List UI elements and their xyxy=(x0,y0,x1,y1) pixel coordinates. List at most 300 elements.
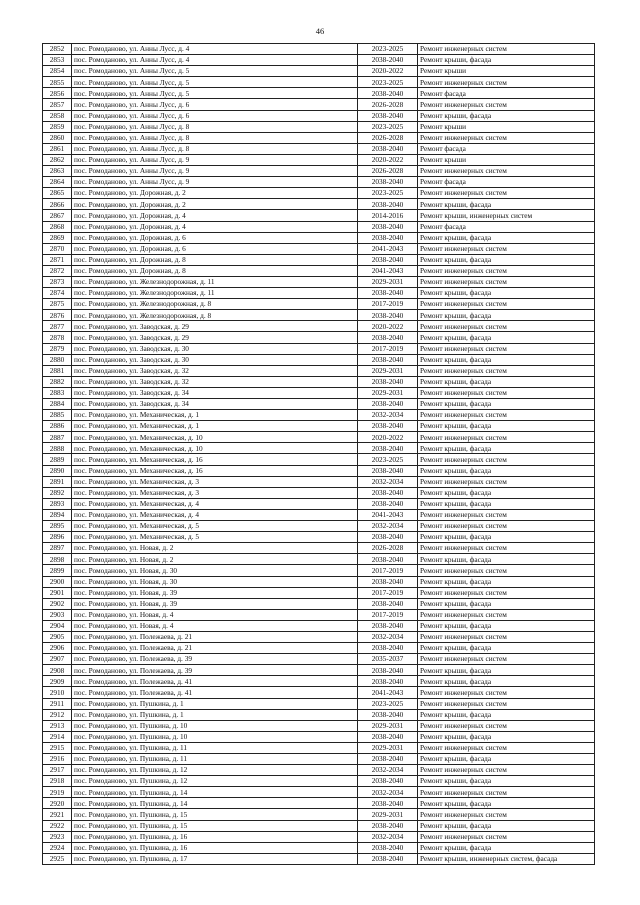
period-cell: 2038-2040 xyxy=(358,254,418,265)
work-type-cell: Ремонт инженерных систем xyxy=(418,476,595,487)
repair-schedule-table xyxy=(42,43,595,865)
row-number: 2866 xyxy=(43,199,72,210)
address-cell: пос. Ромоданово, ул. Полежаева, д. 21 xyxy=(72,643,358,654)
table-row xyxy=(43,88,595,99)
row-number: 2923 xyxy=(43,831,72,842)
period-cell: 2038-2040 xyxy=(358,853,418,864)
work-type-cell: Ремонт крыши, фасада xyxy=(418,465,595,476)
work-type-cell: Ремонт инженерных систем xyxy=(418,687,595,698)
period-cell: 2029-2031 xyxy=(358,809,418,820)
table-row xyxy=(43,410,595,421)
row-number: 2871 xyxy=(43,254,72,265)
work-type-cell: Ремонт инженерных систем xyxy=(418,698,595,709)
period-cell: 2020-2022 xyxy=(358,321,418,332)
address-cell: пос. Ромоданово, ул. Дорожная, д. 2 xyxy=(72,188,358,199)
period-cell: 2032-2034 xyxy=(358,410,418,421)
work-type-cell: Ремонт фасада xyxy=(418,143,595,154)
work-type-cell: Ремонт инженерных систем xyxy=(418,631,595,642)
row-number: 2863 xyxy=(43,166,72,177)
table-row xyxy=(43,609,595,620)
address-cell: пос. Ромоданово, ул. Новая, д. 30 xyxy=(72,576,358,587)
work-type-cell: Ремонт крыши, фасада xyxy=(418,598,595,609)
period-cell: 2038-2040 xyxy=(358,665,418,676)
work-type-cell: Ремонт крыши, фасада xyxy=(418,254,595,265)
address-cell: пос. Ромоданово, ул. Полежаева, д. 39 xyxy=(72,665,358,676)
row-number: 2914 xyxy=(43,731,72,742)
table-row xyxy=(43,166,595,177)
work-type-cell: Ремонт крыши, фасада xyxy=(418,643,595,654)
row-number: 2860 xyxy=(43,132,72,143)
address-cell: пос. Ромоданово, ул. Пушкина, д. 1 xyxy=(72,698,358,709)
table-row xyxy=(43,276,595,287)
row-number: 2875 xyxy=(43,299,72,310)
work-type-cell: Ремонт инженерных систем xyxy=(418,276,595,287)
address-cell: пос. Ромоданово, ул. Анны Лусс, д. 9 xyxy=(72,177,358,188)
table-row xyxy=(43,210,595,221)
row-number: 2883 xyxy=(43,387,72,398)
period-cell: 2023-2025 xyxy=(358,698,418,709)
period-cell: 2038-2040 xyxy=(358,798,418,809)
address-cell: пос. Ромоданово, ул. Пушкина, д. 11 xyxy=(72,754,358,765)
row-number: 2925 xyxy=(43,853,72,864)
row-number: 2885 xyxy=(43,410,72,421)
work-type-cell: Ремонт инженерных систем xyxy=(418,99,595,110)
work-type-cell: Ремонт крыши, фасада xyxy=(418,620,595,631)
table-row xyxy=(43,254,595,265)
address-cell: пос. Ромоданово, ул. Механическая, д. 1 xyxy=(72,421,358,432)
table-row xyxy=(43,776,595,787)
table-row xyxy=(43,243,595,254)
period-cell: 2038-2040 xyxy=(358,354,418,365)
work-type-cell: Ремонт крыши, фасада xyxy=(418,399,595,410)
address-cell: пос. Ромоданово, ул. Заводская, д. 29 xyxy=(72,321,358,332)
row-number: 2852 xyxy=(43,44,72,55)
row-number: 2893 xyxy=(43,498,72,509)
row-number: 2890 xyxy=(43,465,72,476)
period-cell: 2017-2019 xyxy=(358,565,418,576)
period-cell: 2032-2034 xyxy=(358,831,418,842)
address-cell: пос. Ромоданово, ул. Механическая, д. 4 xyxy=(72,498,358,509)
address-cell: пос. Ромоданово, ул. Анны Лусс, д. 5 xyxy=(72,77,358,88)
work-type-cell: Ремонт крыши, фасада xyxy=(418,443,595,454)
work-type-cell: Ремонт крыши xyxy=(418,121,595,132)
address-cell: пос. Ромоданово, ул. Анны Лусс, д. 6 xyxy=(72,99,358,110)
period-cell: 2032-2034 xyxy=(358,521,418,532)
address-cell: пос. Ромоданово, ул. Железнодорожная, д. 11 xyxy=(72,288,358,299)
row-number: 2915 xyxy=(43,742,72,753)
table-row xyxy=(43,310,595,321)
address-cell: пос. Ромоданово, ул. Дорожная, д. 4 xyxy=(72,210,358,221)
period-cell: 2038-2040 xyxy=(358,709,418,720)
period-cell: 2038-2040 xyxy=(358,376,418,387)
period-cell: 2038-2040 xyxy=(358,199,418,210)
work-type-cell: Ремонт инженерных систем xyxy=(418,809,595,820)
address-cell: пос. Ромоданово, ул. Анны Лусс, д. 8 xyxy=(72,143,358,154)
period-cell: 2026-2028 xyxy=(358,543,418,554)
work-type-cell: Ремонт инженерных систем xyxy=(418,321,595,332)
address-cell: пос. Ромоданово, ул. Железнодорожная, д. 11 xyxy=(72,276,358,287)
table-row xyxy=(43,77,595,88)
work-type-cell: Ремонт крыши, фасада xyxy=(418,554,595,565)
table-row xyxy=(43,199,595,210)
table-row xyxy=(43,221,595,232)
work-type-cell: Ремонт фасада xyxy=(418,88,595,99)
work-type-cell: Ремонт крыши, фасада xyxy=(418,842,595,853)
period-cell: 2032-2034 xyxy=(358,476,418,487)
address-cell: пос. Ромоданово, ул. Дорожная, д. 4 xyxy=(72,221,358,232)
work-type-cell: Ремонт инженерных систем xyxy=(418,166,595,177)
row-number: 2910 xyxy=(43,687,72,698)
period-cell: 2038-2040 xyxy=(358,643,418,654)
row-number: 2909 xyxy=(43,676,72,687)
row-number: 2879 xyxy=(43,343,72,354)
period-cell: 2017-2019 xyxy=(358,587,418,598)
address-cell: пос. Ромоданово, ул. Заводская, д. 29 xyxy=(72,332,358,343)
table-row xyxy=(43,687,595,698)
period-cell: 2041-2043 xyxy=(358,265,418,276)
table-row xyxy=(43,476,595,487)
row-number: 2862 xyxy=(43,154,72,165)
table-row xyxy=(43,709,595,720)
table-row xyxy=(43,820,595,831)
period-cell: 2041-2043 xyxy=(358,509,418,520)
row-number: 2920 xyxy=(43,798,72,809)
table-row xyxy=(43,265,595,276)
row-number: 2856 xyxy=(43,88,72,99)
address-cell: пос. Ромоданово, ул. Новая, д. 4 xyxy=(72,609,358,620)
address-cell: пос. Ромоданово, ул. Полежаева, д. 41 xyxy=(72,676,358,687)
work-type-cell: Ремонт инженерных систем xyxy=(418,44,595,55)
table-row xyxy=(43,554,595,565)
period-cell: 2038-2040 xyxy=(358,421,418,432)
period-cell: 2038-2040 xyxy=(358,776,418,787)
table-row xyxy=(43,676,595,687)
row-number: 2882 xyxy=(43,376,72,387)
table-body xyxy=(43,44,595,865)
row-number: 2873 xyxy=(43,276,72,287)
address-cell: пос. Ромоданово, ул. Механическая, д. 1 xyxy=(72,410,358,421)
address-cell: пос. Ромоданово, ул. Пушкина, д. 12 xyxy=(72,776,358,787)
table-row xyxy=(43,543,595,554)
row-number: 2917 xyxy=(43,765,72,776)
address-cell: пос. Ромоданово, ул. Анны Лусс, д. 9 xyxy=(72,154,358,165)
work-type-cell: Ремонт инженерных систем xyxy=(418,509,595,520)
work-type-cell: Ремонт инженерных систем xyxy=(418,742,595,753)
row-number: 2916 xyxy=(43,754,72,765)
row-number: 2878 xyxy=(43,332,72,343)
period-cell: 2038-2040 xyxy=(358,465,418,476)
period-cell: 2026-2028 xyxy=(358,166,418,177)
period-cell: 2023-2025 xyxy=(358,188,418,199)
table-row xyxy=(43,132,595,143)
work-type-cell: Ремонт инженерных систем xyxy=(418,387,595,398)
table-row xyxy=(43,332,595,343)
address-cell: пос. Ромоданово, ул. Новая, д. 4 xyxy=(72,620,358,631)
table-row xyxy=(43,631,595,642)
address-cell: пос. Ромоданово, ул. Новая, д. 2 xyxy=(72,554,358,565)
address-cell: пос. Ромоданово, ул. Железнодорожная, д. 8 xyxy=(72,310,358,321)
table-row xyxy=(43,232,595,243)
work-type-cell: Ремонт инженерных систем xyxy=(418,654,595,665)
row-number: 2924 xyxy=(43,842,72,853)
period-cell: 2038-2040 xyxy=(358,88,418,99)
work-type-cell: Ремонт фасада xyxy=(418,221,595,232)
address-cell: пос. Ромоданово, ул. Дорожная, д. 8 xyxy=(72,265,358,276)
table-row xyxy=(43,99,595,110)
period-cell: 2026-2028 xyxy=(358,99,418,110)
work-type-cell: Ремонт крыши, фасада xyxy=(418,576,595,587)
row-number: 2874 xyxy=(43,288,72,299)
table-row xyxy=(43,765,595,776)
row-number: 2911 xyxy=(43,698,72,709)
address-cell: пос. Ромоданово, ул. Пушкина, д. 16 xyxy=(72,842,358,853)
period-cell: 2038-2040 xyxy=(358,399,418,410)
row-number: 2908 xyxy=(43,665,72,676)
period-cell: 2041-2043 xyxy=(358,687,418,698)
table-row xyxy=(43,376,595,387)
address-cell: пос. Ромоданово, ул. Заводская, д. 32 xyxy=(72,376,358,387)
period-cell: 2038-2040 xyxy=(358,754,418,765)
work-type-cell: Ремонт крыши, фасада xyxy=(418,676,595,687)
row-number: 2888 xyxy=(43,443,72,454)
row-number: 2904 xyxy=(43,620,72,631)
period-cell: 2038-2040 xyxy=(358,177,418,188)
table-row xyxy=(43,509,595,520)
period-cell: 2035-2037 xyxy=(358,654,418,665)
work-type-cell: Ремонт крыши, фасада xyxy=(418,110,595,121)
row-number: 2903 xyxy=(43,609,72,620)
work-type-cell: Ремонт инженерных систем xyxy=(418,543,595,554)
address-cell: пос. Ромоданово, ул. Механическая, д. 4 xyxy=(72,509,358,520)
table-row xyxy=(43,299,595,310)
address-cell: пос. Ромоданово, ул. Механическая, д. 3 xyxy=(72,476,358,487)
address-cell: пос. Ромоданово, ул. Механическая, д. 16 xyxy=(72,454,358,465)
work-type-cell: Ремонт крыши, фасада xyxy=(418,332,595,343)
row-number: 2869 xyxy=(43,232,72,243)
work-type-cell: Ремонт инженерных систем xyxy=(418,454,595,465)
work-type-cell: Ремонт инженерных систем xyxy=(418,787,595,798)
row-number: 2868 xyxy=(43,221,72,232)
address-cell: пос. Ромоданово, ул. Анны Лусс, д. 8 xyxy=(72,121,358,132)
work-type-cell: Ремонт инженерных систем xyxy=(418,410,595,421)
work-type-cell: Ремонт крыши, фасада xyxy=(418,532,595,543)
work-type-cell: Ремонт крыши, фасада xyxy=(418,55,595,66)
row-number: 2899 xyxy=(43,565,72,576)
row-number: 2907 xyxy=(43,654,72,665)
table-row xyxy=(43,809,595,820)
period-cell: 2032-2034 xyxy=(358,631,418,642)
row-number: 2895 xyxy=(43,521,72,532)
work-type-cell: Ремонт инженерных систем xyxy=(418,243,595,254)
row-number: 2865 xyxy=(43,188,72,199)
address-cell: пос. Ромоданово, ул. Пушкина, д. 14 xyxy=(72,798,358,809)
work-type-cell: Ремонт крыши, фасада xyxy=(418,820,595,831)
address-cell: пос. Ромоданово, ул. Дорожная, д. 8 xyxy=(72,254,358,265)
address-cell: пос. Ромоданово, ул. Заводская, д. 34 xyxy=(72,399,358,410)
period-cell: 2032-2034 xyxy=(358,787,418,798)
period-cell: 2038-2040 xyxy=(358,55,418,66)
address-cell: пос. Ромоданово, ул. Пушкина, д. 17 xyxy=(72,853,358,864)
row-number: 2901 xyxy=(43,587,72,598)
address-cell: пос. Ромоданово, ул. Заводская, д. 32 xyxy=(72,365,358,376)
address-cell: пос. Ромоданово, ул. Анны Лусс, д. 6 xyxy=(72,110,358,121)
period-cell: 2038-2040 xyxy=(358,554,418,565)
table-row xyxy=(43,110,595,121)
table-row xyxy=(43,576,595,587)
table-row xyxy=(43,698,595,709)
work-type-cell: Ремонт инженерных систем xyxy=(418,609,595,620)
table-row xyxy=(43,354,595,365)
row-number: 2894 xyxy=(43,509,72,520)
work-type-cell: Ремонт крыши, фасада xyxy=(418,232,595,243)
address-cell: пос. Ромоданово, ул. Анны Лусс, д. 4 xyxy=(72,44,358,55)
table-row xyxy=(43,798,595,809)
row-number: 2887 xyxy=(43,432,72,443)
row-number: 2864 xyxy=(43,177,72,188)
period-cell: 2038-2040 xyxy=(358,842,418,853)
address-cell: пос. Ромоданово, ул. Полежаева, д. 21 xyxy=(72,631,358,642)
table-row xyxy=(43,643,595,654)
row-number: 2891 xyxy=(43,476,72,487)
table-row xyxy=(43,55,595,66)
row-number: 2906 xyxy=(43,643,72,654)
work-type-cell: Ремонт инженерных систем xyxy=(418,432,595,443)
period-cell: 2038-2040 xyxy=(358,598,418,609)
work-type-cell: Ремонт крыши xyxy=(418,154,595,165)
address-cell: пос. Ромоданово, ул. Железнодорожная, д. 8 xyxy=(72,299,358,310)
period-cell: 2029-2031 xyxy=(358,276,418,287)
table-row xyxy=(43,720,595,731)
period-cell: 2029-2031 xyxy=(358,742,418,753)
row-number: 2889 xyxy=(43,454,72,465)
table-row xyxy=(43,731,595,742)
table-row xyxy=(43,842,595,853)
row-number: 2867 xyxy=(43,210,72,221)
period-cell: 2038-2040 xyxy=(358,221,418,232)
table-row xyxy=(43,443,595,454)
address-cell: пос. Ромоданово, ул. Пушкина, д. 11 xyxy=(72,742,358,753)
period-cell: 2038-2040 xyxy=(358,576,418,587)
table-row xyxy=(43,487,595,498)
period-cell: 2038-2040 xyxy=(358,487,418,498)
table-row xyxy=(43,121,595,132)
row-number: 2857 xyxy=(43,99,72,110)
address-cell: пос. Ромоданово, ул. Механическая, д. 16 xyxy=(72,465,358,476)
period-cell: 2017-2019 xyxy=(358,609,418,620)
address-cell: пос. Ромоданово, ул. Новая, д. 30 xyxy=(72,565,358,576)
row-number: 2905 xyxy=(43,631,72,642)
table-row xyxy=(43,365,595,376)
period-cell: 2038-2040 xyxy=(358,532,418,543)
table-row xyxy=(43,343,595,354)
table-row xyxy=(43,66,595,77)
table-row xyxy=(43,853,595,864)
work-type-cell: Ремонт крыши, фасада xyxy=(418,421,595,432)
work-type-cell: Ремонт инженерных систем xyxy=(418,343,595,354)
table-row xyxy=(43,454,595,465)
row-number: 2859 xyxy=(43,121,72,132)
work-type-cell: Ремонт инженерных систем xyxy=(418,365,595,376)
table-row xyxy=(43,387,595,398)
work-type-cell: Ремонт инженерных систем xyxy=(418,188,595,199)
period-cell: 2023-2025 xyxy=(358,454,418,465)
period-cell: 2038-2040 xyxy=(358,676,418,687)
period-cell: 2023-2025 xyxy=(358,77,418,88)
period-cell: 2038-2040 xyxy=(358,310,418,321)
address-cell: пос. Ромоданово, ул. Дорожная, д. 6 xyxy=(72,232,358,243)
period-cell: 2023-2025 xyxy=(358,121,418,132)
address-cell: пос. Ромоданово, ул. Пушкина, д. 1 xyxy=(72,709,358,720)
work-type-cell: Ремонт инженерных систем xyxy=(418,521,595,532)
address-cell: пос. Ромоданово, ул. Заводская, д. 30 xyxy=(72,343,358,354)
work-type-cell: Ремонт инженерных систем xyxy=(418,720,595,731)
period-cell: 2029-2031 xyxy=(358,720,418,731)
period-cell: 2038-2040 xyxy=(358,143,418,154)
work-type-cell: Ремонт крыши, фасада xyxy=(418,199,595,210)
address-cell: пос. Ромоданово, ул. Пушкина, д. 15 xyxy=(72,820,358,831)
row-number: 2898 xyxy=(43,554,72,565)
row-number: 2855 xyxy=(43,77,72,88)
row-number: 2876 xyxy=(43,310,72,321)
address-cell: пос. Ромоданово, ул. Пушкина, д. 16 xyxy=(72,831,358,842)
address-cell: пос. Ромоданово, ул. Заводская, д. 34 xyxy=(72,387,358,398)
table-row xyxy=(43,188,595,199)
row-number: 2922 xyxy=(43,820,72,831)
table-row xyxy=(43,321,595,332)
period-cell: 2020-2022 xyxy=(358,432,418,443)
row-number: 2912 xyxy=(43,709,72,720)
row-number: 2900 xyxy=(43,576,72,587)
row-number: 2918 xyxy=(43,776,72,787)
address-cell: пос. Ромоданово, ул. Механическая, д. 5 xyxy=(72,532,358,543)
table-row xyxy=(43,44,595,55)
table-row xyxy=(43,620,595,631)
work-type-cell: Ремонт крыши, фасада xyxy=(418,498,595,509)
table-row xyxy=(43,177,595,188)
table-row xyxy=(43,521,595,532)
work-type-cell: Ремонт крыши xyxy=(418,66,595,77)
period-cell: 2038-2040 xyxy=(358,332,418,343)
table-row xyxy=(43,831,595,842)
row-number: 2884 xyxy=(43,399,72,410)
address-cell: пос. Ромоданово, ул. Анны Лусс, д. 4 xyxy=(72,55,358,66)
address-cell: пос. Ромоданово, ул. Механическая, д. 5 xyxy=(72,521,358,532)
row-number: 2921 xyxy=(43,809,72,820)
row-number: 2877 xyxy=(43,321,72,332)
work-type-cell: Ремонт крыши, фасада xyxy=(418,798,595,809)
period-cell: 2014-2016 xyxy=(358,210,418,221)
address-cell: пос. Ромоданово, ул. Анны Лусс, д. 5 xyxy=(72,66,358,77)
work-type-cell: Ремонт инженерных систем xyxy=(418,132,595,143)
work-type-cell: Ремонт крыши, фасада xyxy=(418,731,595,742)
work-type-cell: Ремонт инженерных систем xyxy=(418,765,595,776)
work-type-cell: Ремонт инженерных систем xyxy=(418,587,595,598)
work-type-cell: Ремонт фасада xyxy=(418,177,595,188)
row-number: 2854 xyxy=(43,66,72,77)
work-type-cell: Ремонт крыши, фасада xyxy=(418,754,595,765)
work-type-cell: Ремонт крыши, фасада xyxy=(418,665,595,676)
work-type-cell: Ремонт крыши, инженерных систем xyxy=(418,210,595,221)
period-cell: 2038-2040 xyxy=(358,620,418,631)
work-type-cell: Ремонт крыши, фасада xyxy=(418,310,595,321)
period-cell: 2023-2025 xyxy=(358,44,418,55)
row-number: 2892 xyxy=(43,487,72,498)
address-cell: пос. Ромоданово, ул. Пушкина, д. 12 xyxy=(72,765,358,776)
page-number: 46 xyxy=(315,26,325,36)
row-number: 2858 xyxy=(43,110,72,121)
period-cell: 2020-2022 xyxy=(358,66,418,77)
table-row xyxy=(43,498,595,509)
